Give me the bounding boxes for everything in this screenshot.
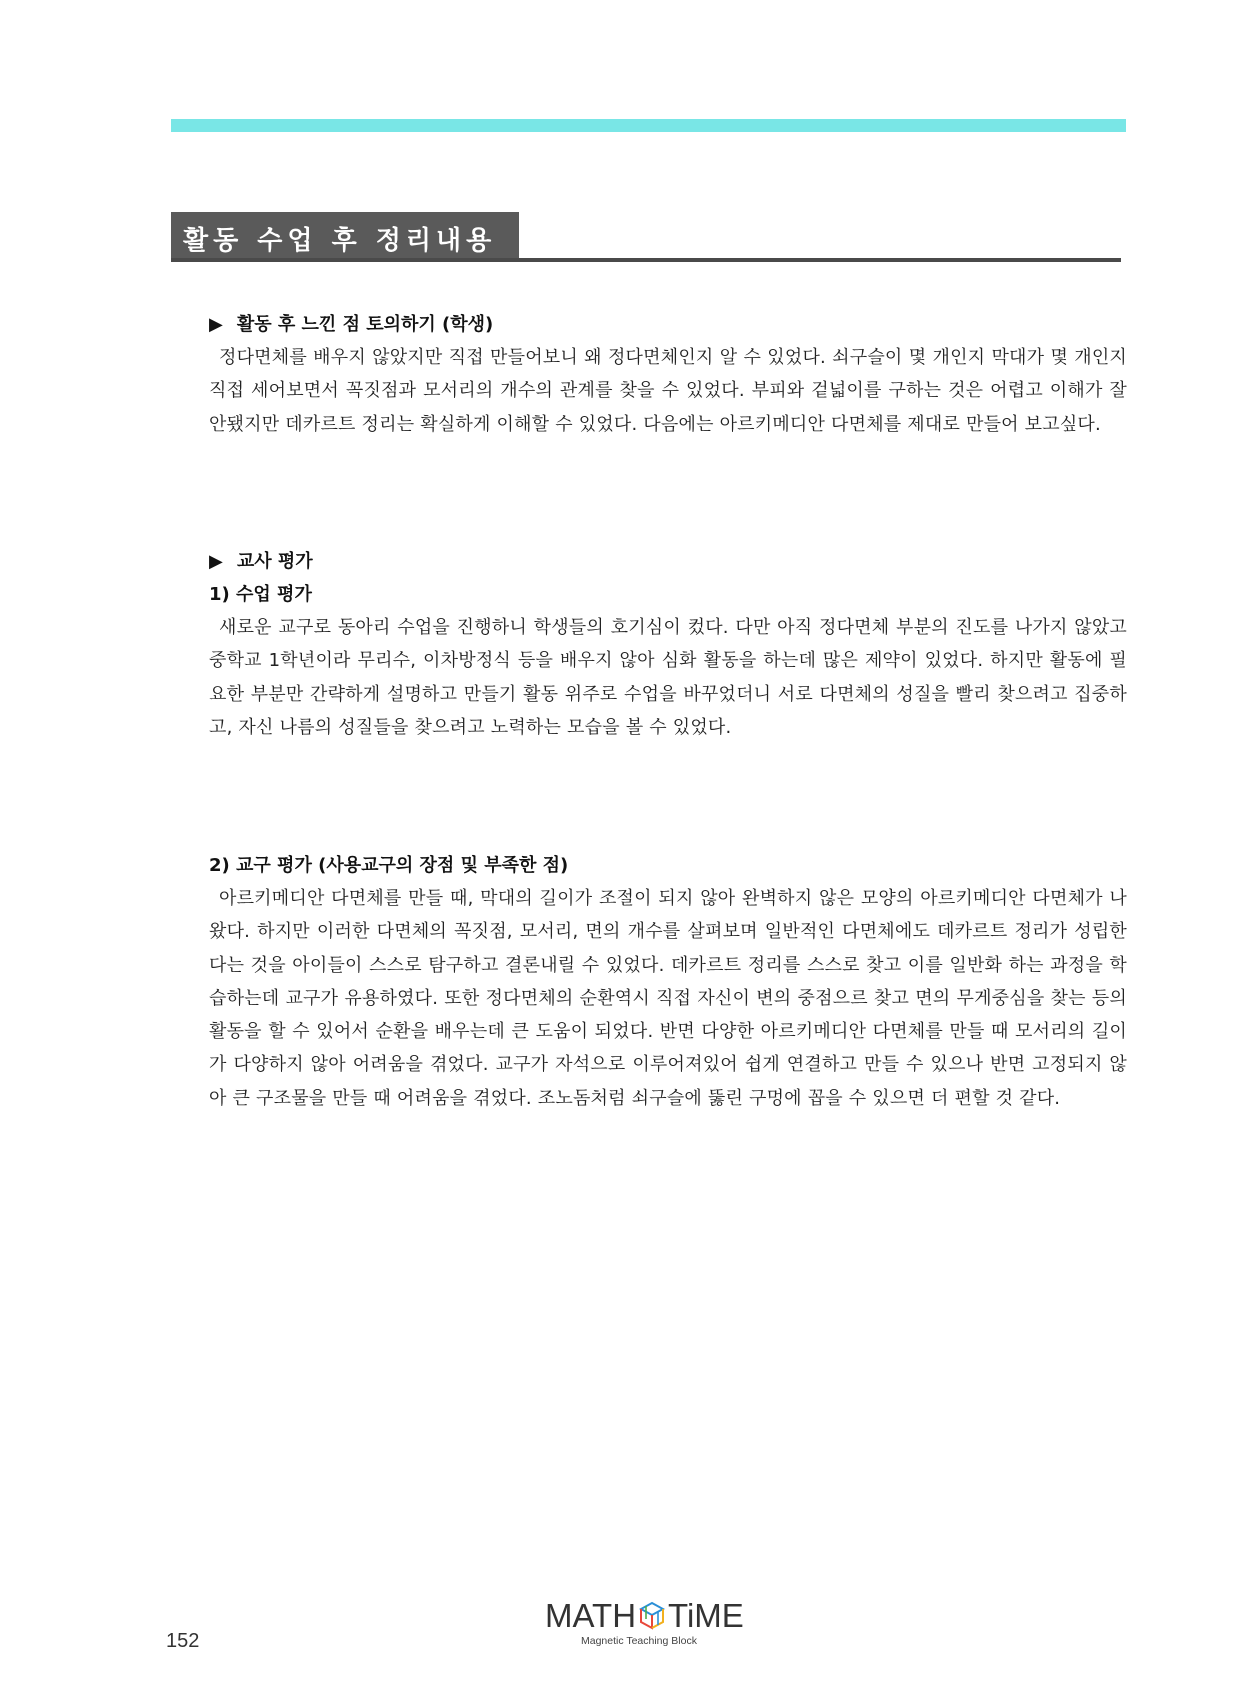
cube-icon	[639, 1601, 665, 1631]
section-header-rule	[171, 258, 1121, 262]
tool-eval-heading: 2) 교구 평가 (사용교구의 장점 및 부족한 점)	[209, 855, 569, 876]
teacher-eval-heading	[209, 545, 1127, 578]
logo-word-left: MATH	[545, 1597, 637, 1634]
section-title: 활동 수업 후 정리내용	[183, 226, 497, 256]
class-eval-body: 새로운 교구로 동아리 수업을 진행하니 학생들의 호기심이 컸다. 다만 아직 정다면체 부분의 진도를 나가지 않았고 중학교 1학년이라 무리수, 이차방정식 등을 배우지 않아 심화 활동을 하는데 많은 제약이 있었다. 하지만 활동에 필요한 부분만 간략하게 설명하고 만들기 활동 위주로 수업을 바꾸었더니 서로 다면체의 성질을 빨리 찾으려고 집중하고, 자신 나름의 성질들을 찾으려고 노력하는 모습을 볼 수 있었다.	[209, 617, 1127, 738]
student-discussion-body: 정다면체를 배우지 않았지만 직접 만들어보니 왜 정다면체인지 알 수 있었다. 쇠구슬이 몇 개인지 막대가 몇 개인지 직접 세어보면서 꼭짓점과 모서리의 개수의 관계를 찾을 수 있었다. 부피와 겉넓이를 구하는 것은 어렵고 이해가 잘 안됐지만 데카르트 정리는 확실하게 이해할 수 있었다. 다음에는 아르키메디안 다면체를 제대로 만들어 보고싶다.	[209, 347, 1127, 435]
logo-tagline: Magnetic Teaching Block	[581, 1635, 697, 1647]
student-discussion-section	[209, 308, 1127, 441]
triangle-bullet-icon: ▶	[209, 314, 223, 335]
teacher-eval-heading-text: 교사 평가	[236, 551, 313, 572]
page-number: 152	[166, 1630, 200, 1652]
top-accent-bar	[171, 119, 1126, 132]
student-discussion-heading-text: 활동 후 느낀 점 토의하기 (학생)	[236, 314, 494, 335]
class-eval-heading: 1) 수업 평가	[209, 584, 312, 605]
tool-eval-section	[209, 849, 1127, 1115]
tool-eval-body: 아르키메디안 다면체를 만들 때, 막대의 길이가 조절이 되지 않아 완벽하지 않은 모양의 아르키메디안 다면체가 나왔다. 하지만 이러한 다면체의 꼭짓점, 모서리, 면의 개수를 살펴보며 일반적인 다면체에도 데카르트 정리가 성립한다는 것을 아이들이 스스로 탐구하고 결론내릴 수 있었다. 데카르트 정리를 스스로 찾고 이를 일반화 하는 과정을 학습하는데 교구가 유용하였다. 또한 정다면체의 순환역시 직접 자신이 변의 중점으르 찾고 면의 무게중심을 찾는 등의 활동을 할 수 있어서 순환을 배우는데 큰 도움이 되었다. 반면 다양한 아르키메디안 다면체를 만들 때 모서리의 길이가 다양하지 않아 어려움을 겪었다. 교구가 자석으로 이루어져있어 쉽게 연결하고 만들 수 있으나 반면 고정되지 않아 큰 구조물을 만들 때 어려움을 겪었다. 조노돔처럼 쇠구슬에 뚫린 구멍에 꼽을 수 있으면 더 편할 것 같다.	[209, 888, 1127, 1109]
math-time-logo	[545, 1598, 745, 1648]
section-header-box	[171, 212, 519, 259]
section-header	[171, 212, 1121, 263]
triangle-bullet-icon: ▶	[209, 551, 223, 572]
logo-word-right: TiME	[668, 1597, 744, 1634]
teacher-eval-section	[209, 545, 1127, 744]
student-discussion-heading	[209, 308, 1127, 341]
